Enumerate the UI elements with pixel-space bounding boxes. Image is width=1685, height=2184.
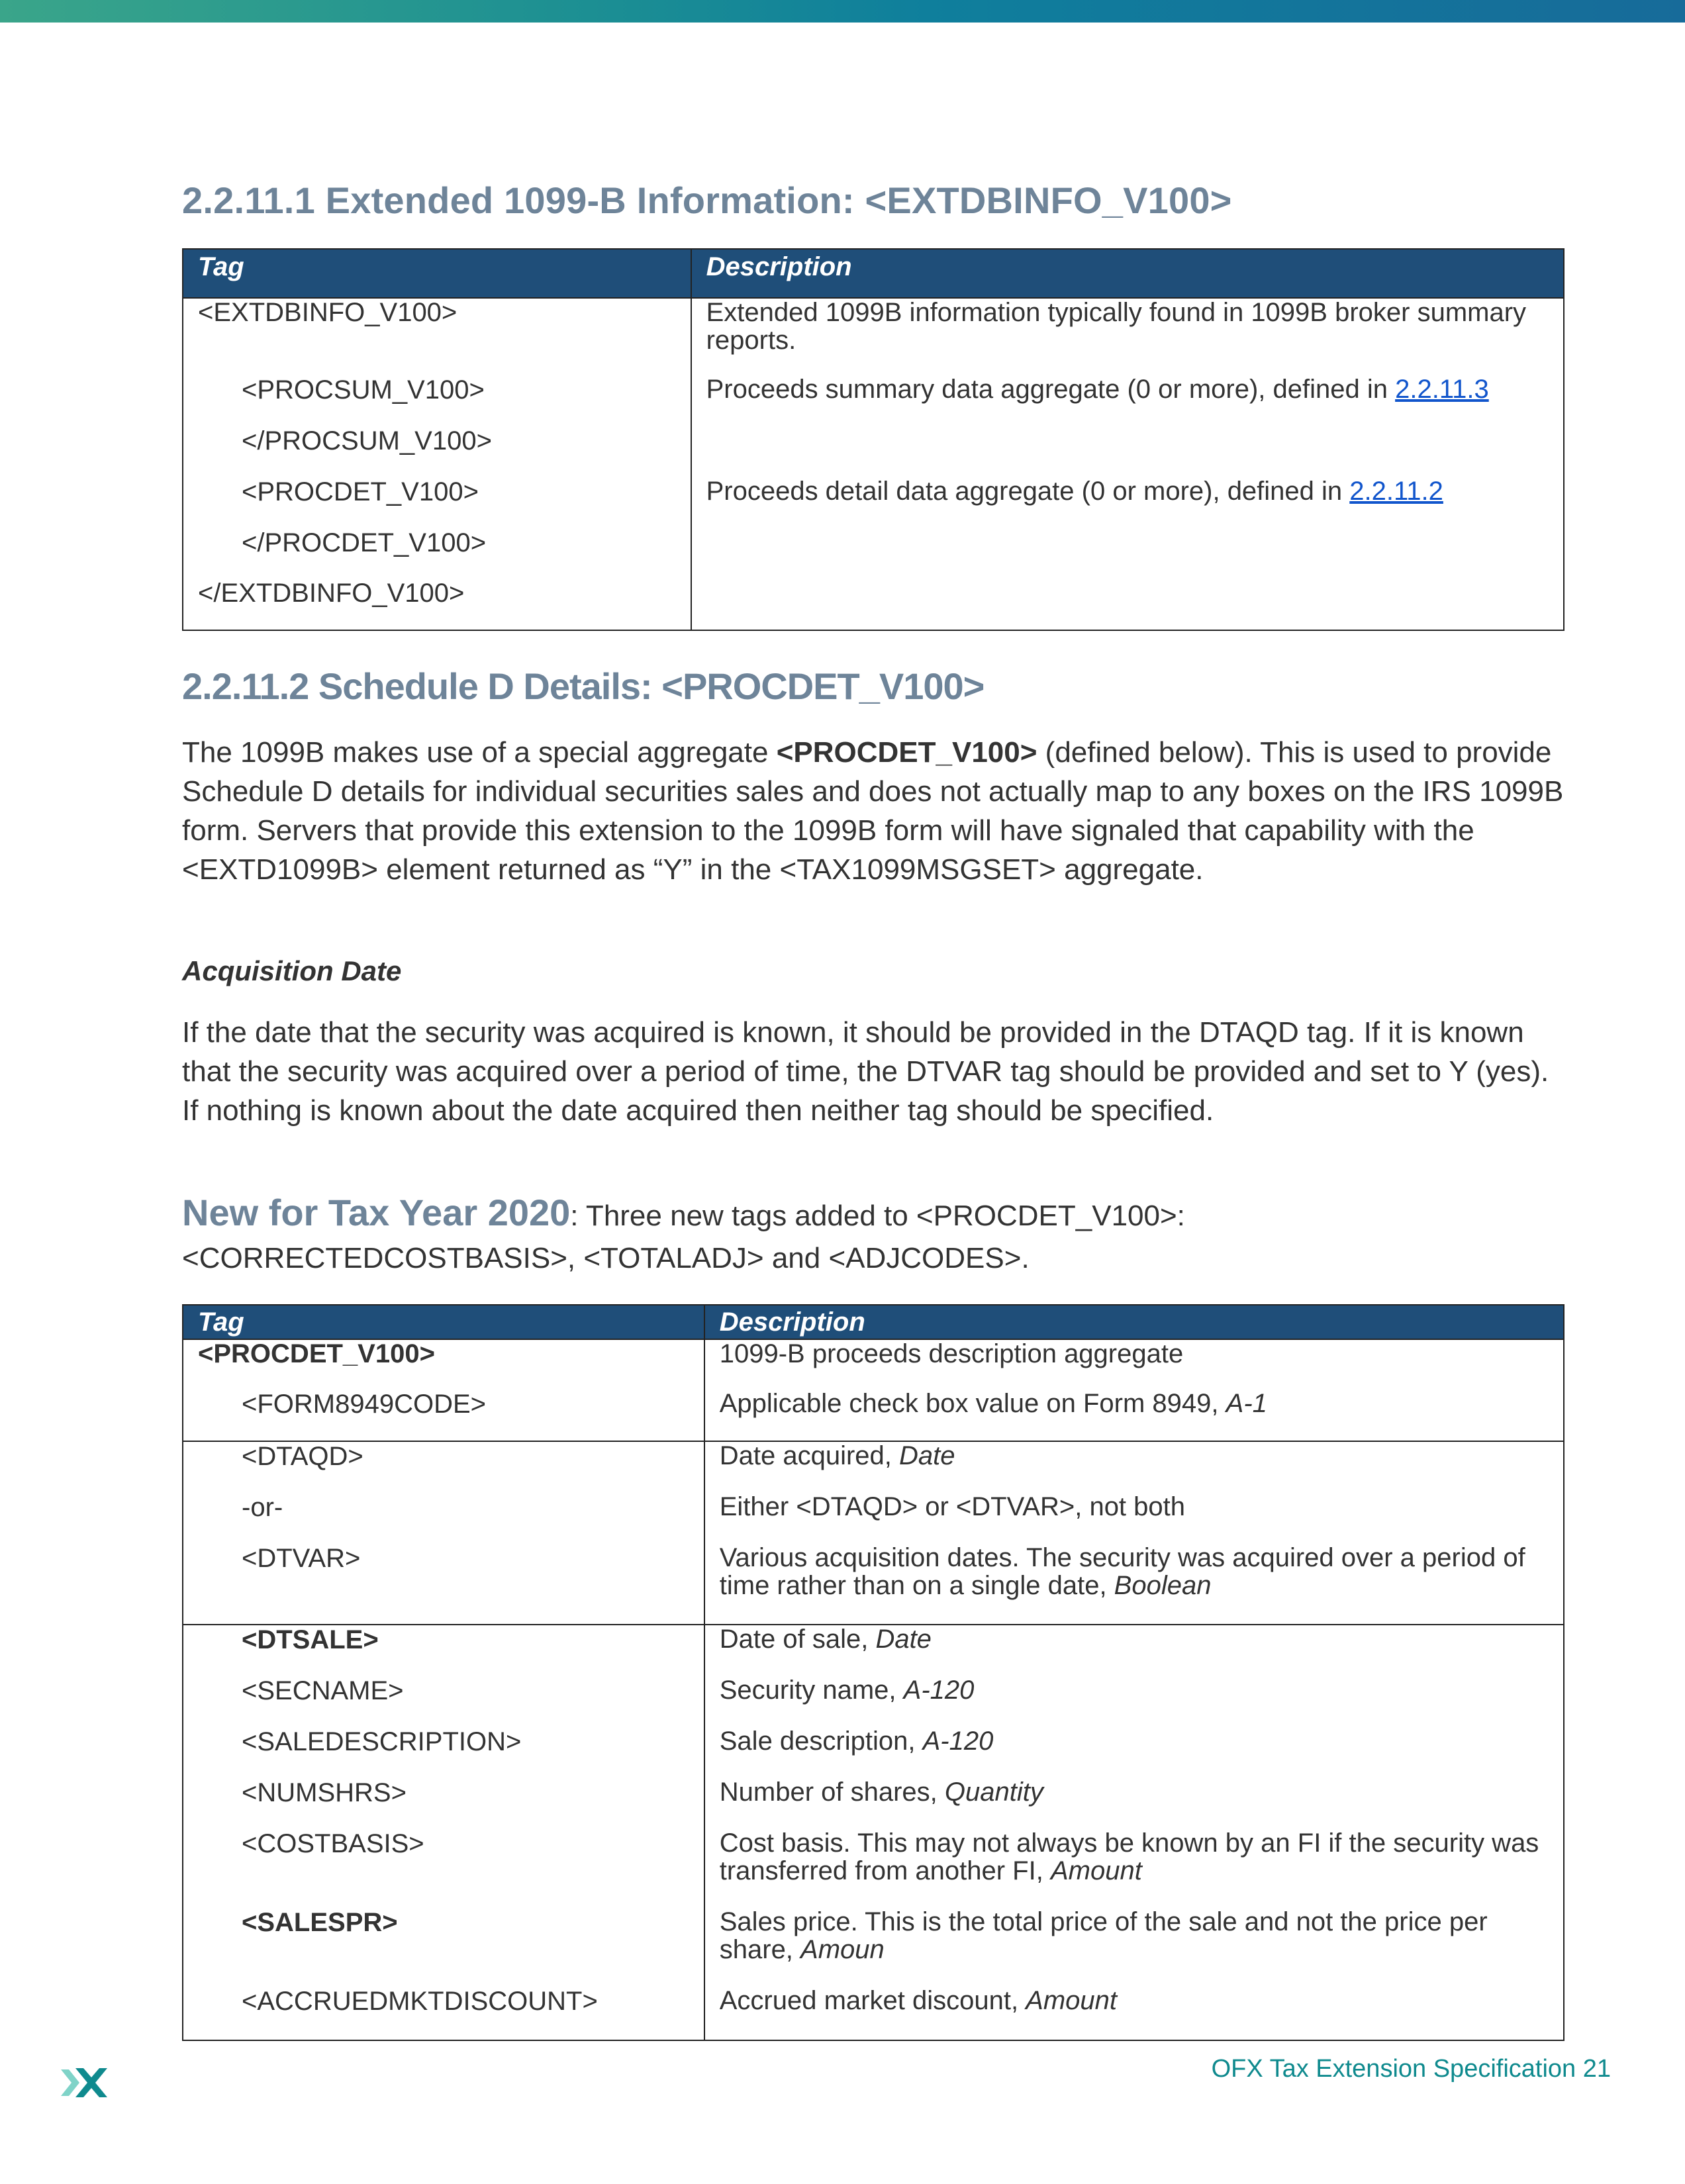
description-text: Number of shares, bbox=[719, 1778, 945, 1807]
tag-cell: </PROCDET_V100> bbox=[183, 528, 691, 579]
procdet-table bbox=[182, 1304, 1565, 2041]
description-text: Applicable check box value on Form 8949, bbox=[719, 1389, 1226, 1418]
description-cell bbox=[704, 1390, 1564, 1441]
tag-cell: <NUMSHRS> bbox=[183, 1778, 704, 1829]
tag-cell: <SALESPR> bbox=[183, 1908, 704, 1987]
type-text: A-120 bbox=[903, 1676, 975, 1705]
description-cell bbox=[704, 1987, 1564, 2040]
table-row bbox=[183, 426, 1564, 477]
tag-cell: <COSTBASIS> bbox=[183, 1829, 704, 1908]
intro-paragraph bbox=[182, 733, 1566, 889]
tag-cell: <ACCRUEDMKTDISCOUNT> bbox=[183, 1987, 704, 2040]
description-text: Date of sale, bbox=[719, 1625, 876, 1654]
table-row bbox=[183, 1829, 1564, 1908]
table-row bbox=[183, 1727, 1564, 1778]
footer-page-label: OFX Tax Extension Specification 21 bbox=[1211, 2055, 1611, 2083]
description-text: Sales price. This is the total price of the sale and not the price per share, bbox=[719, 1907, 1488, 1964]
type-text: Boolean bbox=[1114, 1571, 1212, 1600]
type-text: Amoun bbox=[800, 1935, 885, 1964]
new-for-2020-text: : Three new tags added to <PROCDET_V100>: <CORRECTEDCOSTBASIS>, <TOTALADJ> and <ADJCODES>. bbox=[182, 1200, 1185, 1274]
type-text: A-1 bbox=[1226, 1389, 1267, 1418]
description-text: Either <DTAQD> or <DTVAR>, not both bbox=[719, 1492, 1186, 1521]
description-cell bbox=[704, 1908, 1564, 1987]
description-text: Various acquisition dates. The security was acquired over a period of time rather than on a single date, bbox=[719, 1543, 1525, 1600]
table-header-description: Description bbox=[704, 1305, 1564, 1339]
description-cell bbox=[704, 1676, 1564, 1727]
table-row bbox=[183, 1778, 1564, 1829]
tag-cell: <EXTDBINFO_V100> bbox=[183, 298, 691, 375]
new-for-2020-paragraph bbox=[182, 1192, 1566, 1280]
description-cell bbox=[704, 1625, 1564, 1676]
description-cell bbox=[691, 426, 1564, 477]
description-cell: Extended 1099B information typically found in 1099B broker summary reports. bbox=[691, 298, 1564, 375]
description-cell bbox=[704, 1339, 1564, 1390]
table-row bbox=[183, 579, 1564, 630]
table-row bbox=[183, 1390, 1564, 1441]
description-cell bbox=[691, 528, 1564, 579]
table-header-tag: Tag bbox=[183, 1305, 704, 1339]
tag-cell: -or- bbox=[183, 1493, 704, 1544]
description-cell bbox=[704, 1778, 1564, 1829]
acquisition-date-paragraph: If the date that the security was acquired is known, it should be provided in the DTAQD tag. If it is known that the security was acquired over a period of time, the DTVAR tag should be provided and set to Y (yes). If nothing is known about the date acquired then neither tag should be specified. bbox=[182, 1016, 1549, 1127]
description-text: Date acquired, bbox=[719, 1441, 900, 1470]
table-header-tag: Tag bbox=[183, 249, 691, 298]
table-row bbox=[183, 1625, 1564, 1676]
table-row bbox=[183, 1544, 1564, 1625]
tag-cell: </PROCSUM_V100> bbox=[183, 426, 691, 477]
table-row bbox=[183, 298, 1564, 375]
extdbinfo-table bbox=[182, 248, 1565, 631]
description-text: Cost basis. This may not always be known by an FI if the security was transferred from another FI, bbox=[719, 1828, 1539, 1885]
section-link-2-2-11-3[interactable]: 2.2.11.3 bbox=[1395, 375, 1489, 404]
acquisition-date-heading: Acquisition Date bbox=[182, 955, 402, 986]
table-row bbox=[183, 1908, 1564, 1987]
tag-cell: <PROCDET_V100> bbox=[183, 477, 691, 528]
type-text: Date bbox=[875, 1625, 932, 1654]
description-cell bbox=[704, 1727, 1564, 1778]
tag-cell: <PROCSUM_V100> bbox=[183, 375, 691, 426]
description-cell bbox=[704, 1493, 1564, 1544]
table-row bbox=[183, 1339, 1564, 1390]
tag-cell: <DTAQD> bbox=[183, 1441, 704, 1493]
description-text: Security name, bbox=[719, 1676, 904, 1705]
section-heading-extdbinfo: 2.2.11.1 Extended 1099-B Information: <EXTDBINFO_V100> bbox=[182, 179, 1232, 221]
tag-cell: </EXTDBINFO_V100> bbox=[183, 579, 691, 630]
section-link-2-2-11-2[interactable]: 2.2.11.2 bbox=[1349, 477, 1443, 506]
description-text: Accrued market discount, bbox=[719, 1986, 1026, 2015]
table-row bbox=[183, 477, 1564, 528]
tag-cell: <SALEDESCRIPTION> bbox=[183, 1727, 704, 1778]
intro-bold-tag: <PROCDET_V100> bbox=[776, 736, 1037, 769]
type-text: Amount bbox=[1026, 1986, 1118, 2015]
section-heading-procdet: 2.2.11.2 Schedule D Details: <PROCDET_V100> bbox=[182, 665, 985, 707]
description-cell bbox=[704, 1544, 1564, 1625]
tag-cell: <SECNAME> bbox=[183, 1676, 704, 1727]
ofx-x-logo-icon bbox=[58, 2064, 109, 2101]
description-text: 1099-B proceeds description aggregate bbox=[719, 1339, 1184, 1368]
description-cell bbox=[691, 477, 1564, 528]
table-row bbox=[183, 1987, 1564, 2040]
table-row bbox=[183, 1493, 1564, 1544]
description-text: Proceeds detail data aggregate (0 or more), defined in bbox=[706, 477, 1350, 506]
type-text: Date bbox=[899, 1441, 955, 1470]
table-row bbox=[183, 1676, 1564, 1727]
tag-cell: <DTSALE> bbox=[183, 1625, 704, 1676]
table-header-description: Description bbox=[691, 249, 1564, 298]
tag-cell: <DTVAR> bbox=[183, 1544, 704, 1625]
description-text: Sale description, bbox=[719, 1727, 923, 1756]
description-cell bbox=[691, 375, 1564, 426]
type-text: Quantity bbox=[944, 1778, 1043, 1807]
new-for-2020-label: New for Tax Year 2020 bbox=[182, 1192, 571, 1233]
tag-cell: <PROCDET_V100> bbox=[183, 1339, 704, 1390]
description-cell bbox=[691, 579, 1564, 630]
table-row bbox=[183, 528, 1564, 579]
description-text: Proceeds summary data aggregate (0 or more), defined in bbox=[706, 375, 1396, 404]
intro-text-2: (defined below). This is used to provide Schedule D details for individual securities sales and does not actually map to any boxes on the IRS 1099B form. Servers that provide this extension to the 1099B form will have signaled that capability with the <EXTD1099B> element returned as “Y” in the <TAX1099MSGSET> aggregate. bbox=[182, 736, 1564, 886]
description-cell bbox=[704, 1829, 1564, 1908]
intro-text-1: The 1099B makes use of a special aggregate bbox=[182, 736, 777, 769]
tag-cell: <FORM8949CODE> bbox=[183, 1390, 704, 1441]
type-text: Amount bbox=[1050, 1856, 1142, 1885]
type-text: A-120 bbox=[922, 1727, 994, 1756]
table-row bbox=[183, 375, 1564, 426]
description-cell bbox=[704, 1441, 1564, 1493]
top-gradient-bar bbox=[0, 0, 1685, 23]
table-row bbox=[183, 1441, 1564, 1493]
